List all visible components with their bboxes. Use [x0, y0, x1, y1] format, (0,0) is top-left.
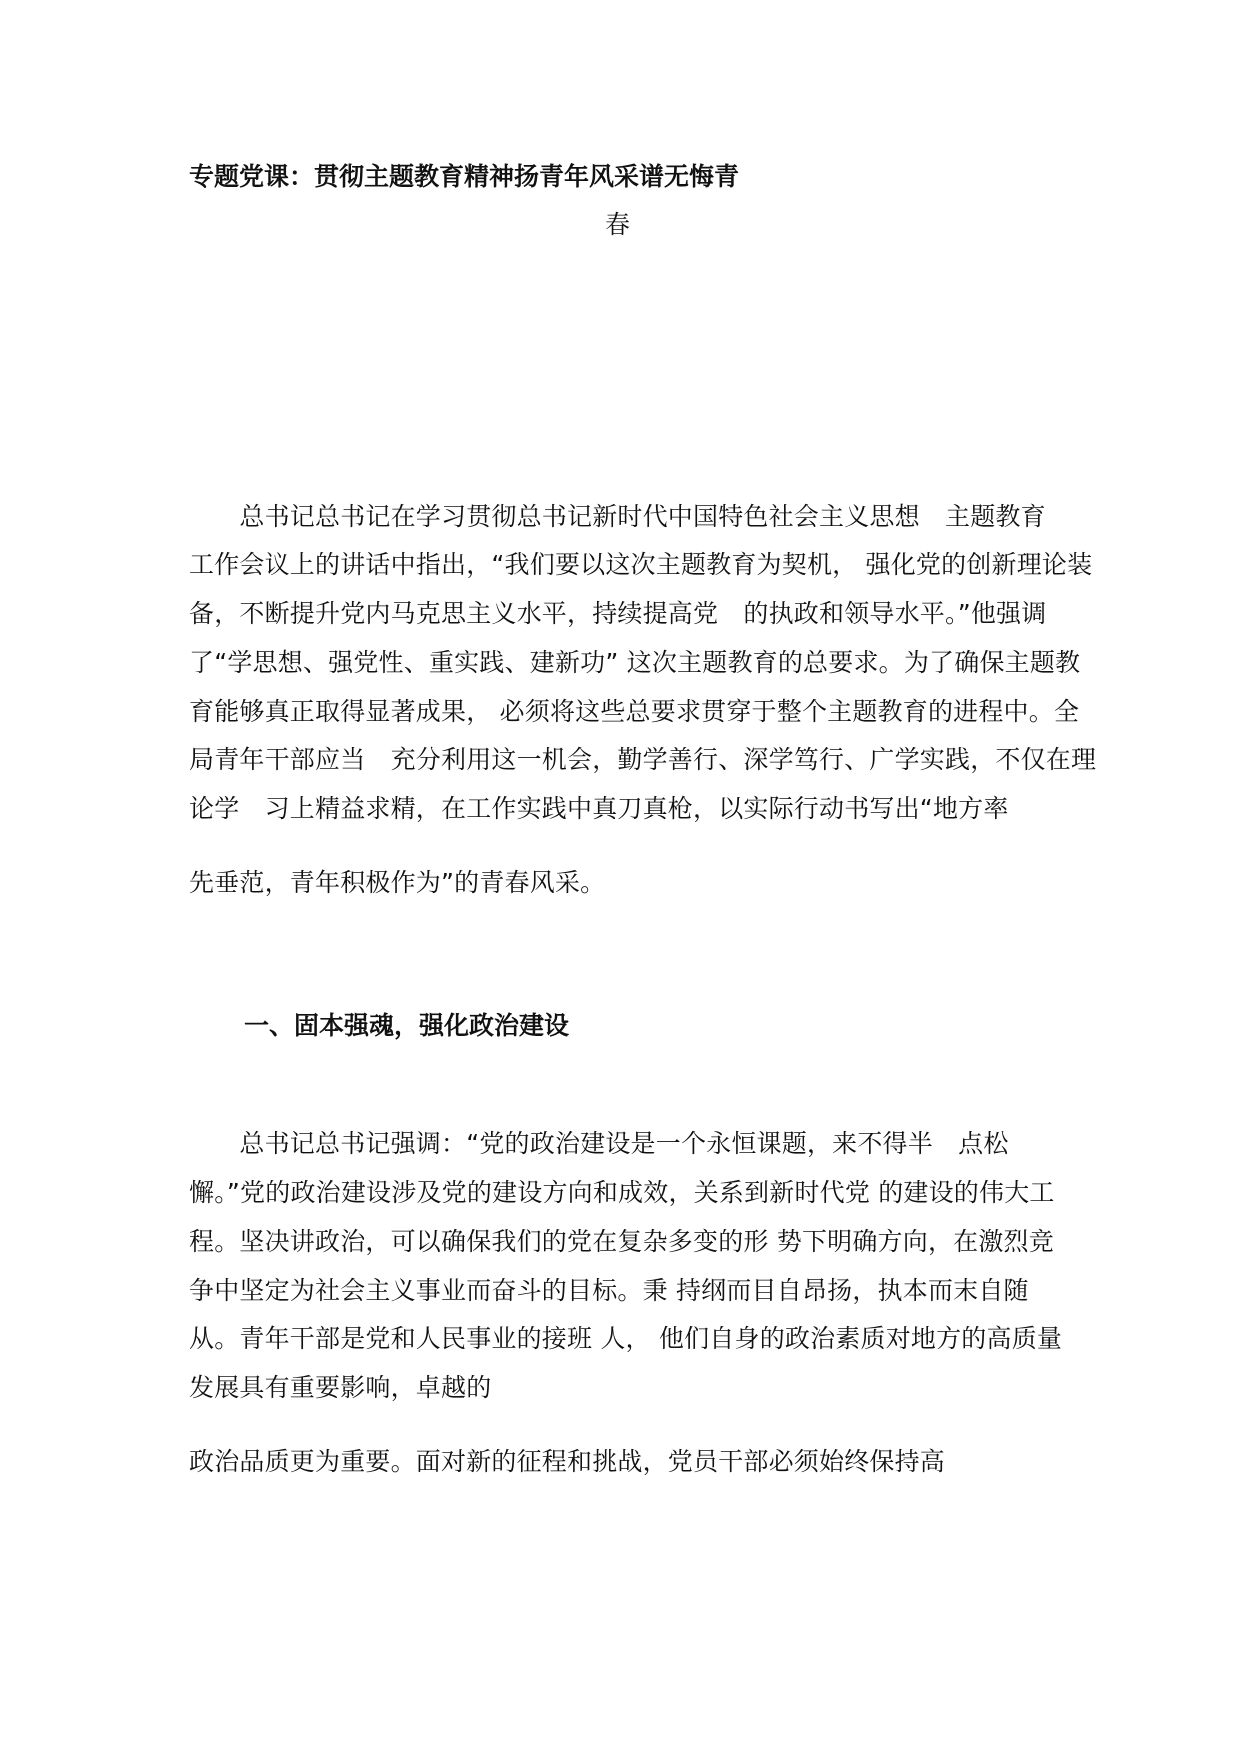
paragraph-line: 备，不断提升党内马克思主义水平，持续提高党 的执政和领导水平。”他强调 — [189, 599, 1047, 628]
document-title: 专题党课：贯彻主题教育精神扬青年风采谱无悔青 — [189, 162, 740, 191]
paragraph-line: 论学 习上精益求精，在工作实践中真刀真枪，以实际行动书写出“地方率 — [189, 794, 1009, 823]
paragraph-line: 程。坚决讲政治，可以确保我们的党在复杂多变的形 势下明确方向，在激烈竞 — [189, 1227, 1054, 1256]
paragraph-line: 争中坚定为社会主义事业而奋斗的目标。秉 持纲而目自昂扬，执本而末自随 — [189, 1276, 1029, 1305]
paragraph-line: 总书记总书记在学习贯彻总书记新时代中国特色社会主义思想 主题教育 — [189, 502, 1046, 531]
paragraph-line: 工作会议上的讲话中指出，“我们要以这次主题教育为契机， 强化党的创新理论装 — [189, 550, 1093, 579]
paragraph-line: 总书记总书记强调：“党的政治建设是一个永恒课题，来不得半 点松 — [189, 1129, 1009, 1158]
paragraph-line: 先垂范，青年积极作为”的青春风采。 — [189, 868, 606, 897]
paragraph-line: 发展具有重要影响，卓越的 — [189, 1373, 492, 1402]
document-title-continuation: 春 — [605, 210, 631, 239]
paragraph-line: 了“学思想、强党性、重实践、建新功” 这次主题教育的总要求。为了确保主题教 — [189, 648, 1081, 677]
paragraph-line: 从。青年干部是党和人民事业的接班 人， 他们自身的政治素质对地方的高质量 — [189, 1324, 1063, 1353]
paragraph-line: 育能够真正取得显著成果， 必须将这些总要求贯穿于整个主题教育的进程中。全 — [189, 697, 1080, 726]
section-heading: 一、固本强魂，强化政治建设 — [244, 1011, 570, 1040]
paragraph-line: 懈。”党的政治建设涉及党的建设方向和成效，关系到新时代党 的建设的伟大工 — [189, 1178, 1055, 1207]
paragraph-line: 政治品质更为重要。面对新的征程和挑战，党员干部必须始终保持高 — [189, 1447, 946, 1476]
paragraph-line: 局青年干部应当 充分利用这一机会，勤学善行、深学笃行、广学实践，不仅在理 — [189, 745, 1097, 774]
